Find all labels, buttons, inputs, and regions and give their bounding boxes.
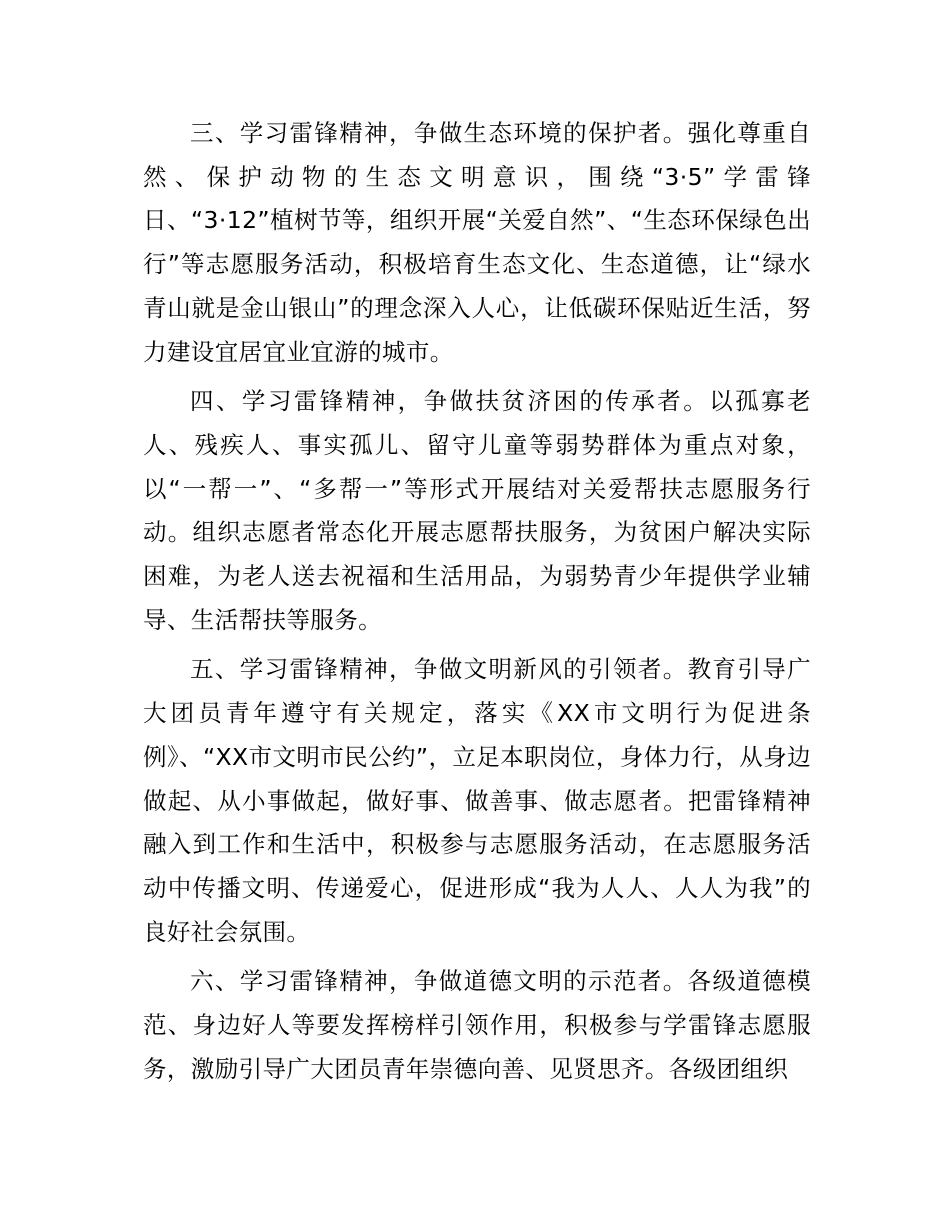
paragraph-5-civility: 五、学习雷锋精神，争做文明新风的引领者。教育引导广大团员青年遵守有关规定，落实《XX市文明行为促进条例》、“XX市文明市民公约”，立足本职岗位，身体力行，从身边做起、从小事做起，做好事、做善事、做志愿者。把雷锋精神融入到工作和生活中，积极参与志愿服务活动，在志愿服务活动中传播文明、传递爱心，促进形成“我为人人、人人为我”的良好社会氛围。 (143, 655, 811, 946)
paragraph-6-morality: 六、学习雷锋精神，争做道德文明的示范者。各级道德模范、身边好人等要发挥榜样引领作用，积极参与学雷锋志愿服务，激励引导广大团员青年崇德向善、见贤思齐。各级团组织 (143, 967, 811, 1083)
paragraph-3-ecology: 三、学习雷锋精神，争做生态环境的保护者。强化尊重自然、保护动物的生态文明意识，围绕“3·5”学雷锋日、“3·12”植树节等，组织开展“关爱自然”、“生态环保绿色出行”等志愿服务活动，积极培育生态文化、生态道德，让“绿水青山就是金山银山”的理念深入人心，让低碳环保贴近生活，努力建设宜居宜业宜游的城市。 (143, 119, 811, 366)
document-page (143, 112, 811, 1097)
paragraph-4-poverty-relief: 四、学习雷锋精神，争做扶贫济困的传承者。以孤寡老人、残疾人、事实孤儿、留守儿童等弱势群体为重点对象，以“一帮一”、“多帮一”等形式开展结对关爱帮扶志愿服务行动。组织志愿者常态化开展志愿帮扶服务，为贫困户解决实际困难，为老人送去祝福和生活用品，为弱势青少年提供学业辅导、生活帮扶等服务。 (143, 387, 811, 634)
